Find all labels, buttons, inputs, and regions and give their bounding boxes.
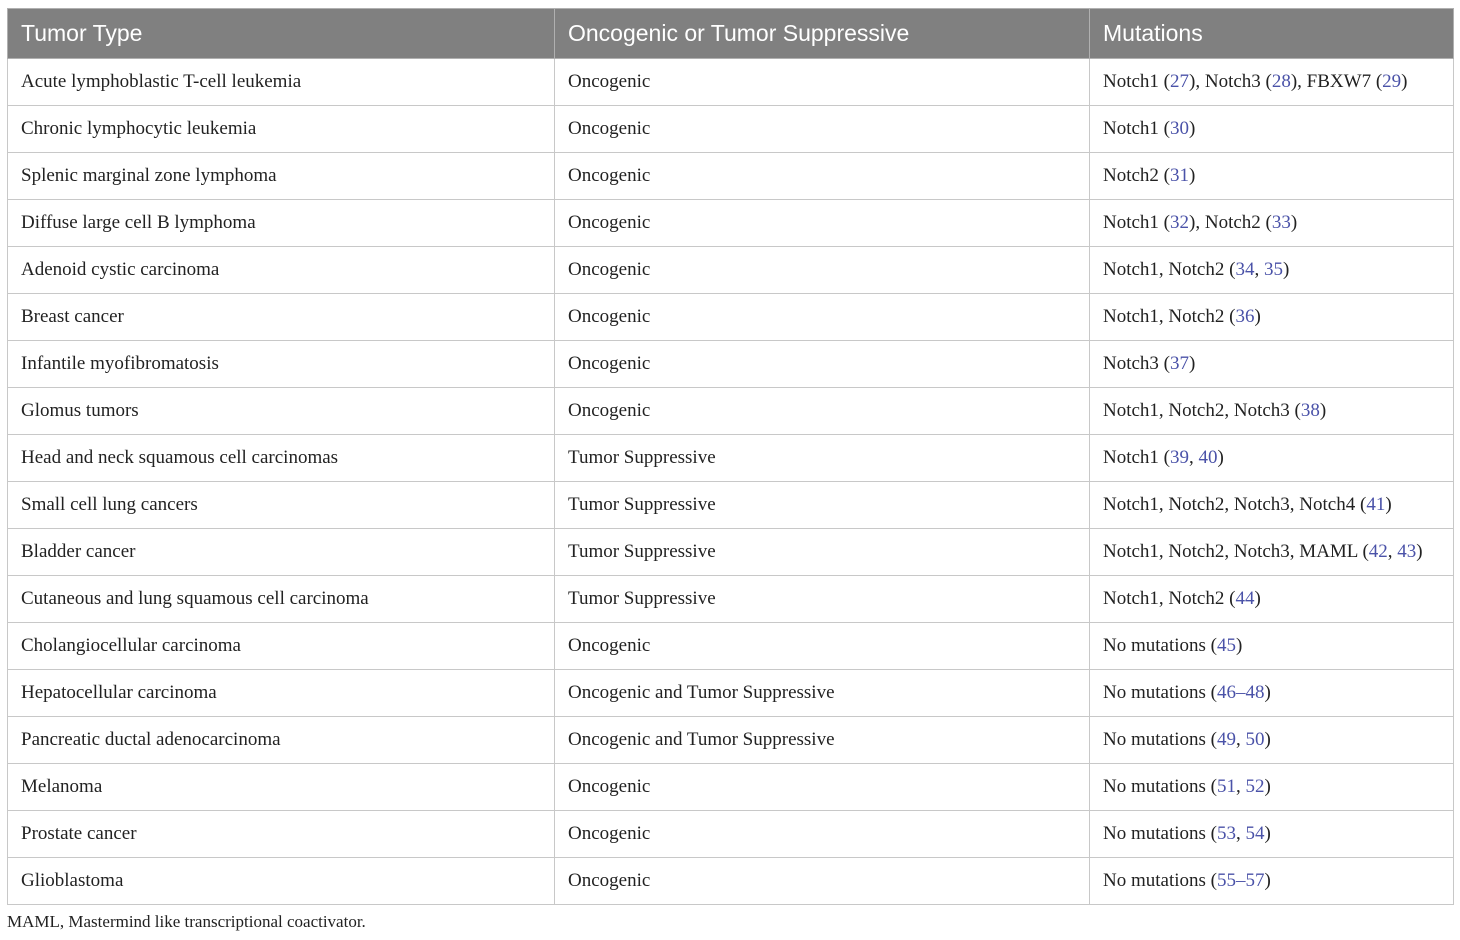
table-row — [8, 59, 1454, 106]
table-row — [8, 153, 1454, 200]
mutation-text: Notch1, Notch2 ( — [1103, 259, 1236, 280]
cell-role: Oncogenic — [555, 764, 1090, 811]
cell-role: Oncogenic — [555, 623, 1090, 670]
mutation-text: ) — [1264, 823, 1271, 844]
cell-role: Oncogenic — [555, 294, 1090, 341]
cell-mutations — [1090, 482, 1454, 529]
reference-link[interactable]: 32 — [1170, 212, 1190, 233]
cell-role: Oncogenic — [555, 341, 1090, 388]
cell-mutations — [1090, 623, 1454, 670]
cell-tumor-type: Head and neck squamous cell carcinomas — [8, 435, 555, 482]
cell-role: Oncogenic — [555, 153, 1090, 200]
cell-role: Tumor Suppressive — [555, 576, 1090, 623]
cell-tumor-type: Chronic lymphocytic leukemia — [8, 106, 555, 153]
reference-link[interactable]: 37 — [1170, 353, 1190, 374]
cell-tumor-type: Melanoma — [8, 764, 555, 811]
mutation-text: ), Notch2 ( — [1189, 212, 1272, 233]
table-container — [7, 8, 1453, 905]
mutation-text: Notch1 ( — [1103, 212, 1171, 233]
table-row — [8, 764, 1454, 811]
cell-tumor-type: Glomus tumors — [8, 388, 555, 435]
mutation-text: Notch2 ( — [1103, 165, 1171, 186]
mutation-text: ) — [1401, 71, 1408, 92]
table-row — [8, 529, 1454, 576]
cell-tumor-type: Breast cancer — [8, 294, 555, 341]
mutation-text: ) — [1217, 447, 1224, 468]
table-row — [8, 811, 1454, 858]
mutation-text: Notch3 ( — [1103, 353, 1171, 374]
cell-mutations — [1090, 529, 1454, 576]
cell-tumor-type: Pancreatic ductal adenocarcinoma — [8, 717, 555, 764]
cell-role: Oncogenic — [555, 388, 1090, 435]
mutation-text: ) — [1282, 259, 1290, 280]
mutation-text: ) — [1264, 729, 1271, 750]
reference-link[interactable]: 46–48 — [1217, 682, 1265, 703]
table-row — [8, 247, 1454, 294]
reference-link[interactable]: 42 — [1368, 541, 1388, 562]
table-row — [8, 670, 1454, 717]
cell-role: Tumor Suppressive — [555, 482, 1090, 529]
mutation-text: , — [1387, 541, 1398, 562]
cell-mutations — [1090, 247, 1454, 294]
cell-tumor-type: Adenoid cystic carcinoma — [8, 247, 555, 294]
mutation-text: Notch1, Notch2, Notch3, MAML ( — [1103, 541, 1369, 562]
mutation-text: ) — [1264, 776, 1271, 797]
header-row — [8, 9, 1454, 59]
reference-link[interactable]: 35 — [1263, 259, 1283, 280]
mutation-text: ) — [1264, 682, 1271, 703]
reference-link[interactable]: 38 — [1300, 400, 1320, 421]
mutation-text: Notch1 ( — [1103, 71, 1171, 92]
cell-tumor-type: Cholangiocellular carcinoma — [8, 623, 555, 670]
table-row — [8, 388, 1454, 435]
cell-role: Tumor Suppressive — [555, 435, 1090, 482]
cell-mutations — [1090, 153, 1454, 200]
cell-mutations — [1090, 106, 1454, 153]
cell-mutations — [1090, 294, 1454, 341]
reference-link[interactable]: 28 — [1271, 71, 1291, 92]
cell-tumor-type: Small cell lung cancers — [8, 482, 555, 529]
mutation-text: ), Notch3 ( — [1189, 71, 1272, 92]
reference-link[interactable]: 41 — [1366, 494, 1386, 515]
table-row — [8, 435, 1454, 482]
mutation-text: No mutations ( — [1103, 635, 1217, 656]
cell-mutations — [1090, 858, 1454, 905]
cell-mutations — [1090, 811, 1454, 858]
cell-mutations — [1090, 764, 1454, 811]
table-row — [8, 106, 1454, 153]
reference-link[interactable]: 36 — [1235, 306, 1255, 327]
cell-tumor-type: Splenic marginal zone lymphoma — [8, 153, 555, 200]
cell-mutations — [1090, 717, 1454, 764]
mutation-text: Notch1, Notch2 ( — [1103, 588, 1236, 609]
mutation-text: Notch1, Notch2, Notch3, Notch4 ( — [1103, 494, 1367, 515]
cell-mutations — [1090, 388, 1454, 435]
cell-role: Oncogenic and Tumor Suppressive — [555, 717, 1090, 764]
reference-link[interactable]: 55–57 — [1217, 870, 1265, 891]
mutation-text: ) — [1290, 212, 1298, 233]
mutation-text: ), FBXW7 ( — [1290, 71, 1383, 92]
cell-mutations — [1090, 59, 1454, 106]
header-oncogenic-or-suppressive: Oncogenic or Tumor Suppressive — [555, 9, 1090, 59]
reference-link[interactable]: 45 — [1217, 635, 1236, 656]
cell-tumor-type: Acute lymphoblastic T-cell leukemia — [8, 59, 555, 106]
cell-role: Oncogenic — [555, 106, 1090, 153]
reference-link[interactable]: 39 — [1170, 447, 1190, 468]
cell-role: Oncogenic — [555, 59, 1090, 106]
mutation-text: ) — [1385, 494, 1392, 515]
mutation-text: No mutations ( — [1103, 729, 1217, 750]
table-row — [8, 482, 1454, 529]
cell-tumor-type: Glioblastoma — [8, 858, 555, 905]
mutation-text: ) — [1189, 118, 1196, 139]
cell-tumor-type: Infantile myofibromatosis — [8, 341, 555, 388]
reference-link[interactable]: 53 — [1217, 823, 1236, 844]
table-row — [8, 200, 1454, 247]
reference-link[interactable]: 29 — [1382, 71, 1402, 92]
table-header — [8, 9, 1454, 59]
mutation-text: , — [1254, 259, 1264, 280]
reference-link[interactable]: 33 — [1271, 212, 1291, 233]
cell-tumor-type: Hepatocellular carcinoma — [8, 670, 555, 717]
mutation-text: , — [1236, 729, 1246, 750]
mutation-text: ) — [1319, 400, 1327, 421]
header-tumor-type: Tumor Type — [8, 9, 555, 59]
cell-role: Oncogenic — [555, 858, 1090, 905]
mutation-text: , — [1236, 776, 1246, 797]
table-body — [8, 59, 1454, 905]
reference-link[interactable]: 27 — [1170, 71, 1190, 92]
mutation-text: ) — [1236, 635, 1243, 656]
reference-link[interactable]: 43 — [1397, 541, 1417, 562]
mutation-text: Notch1, Notch2 ( — [1103, 306, 1236, 327]
header-mutations: Mutations — [1090, 9, 1454, 59]
table-row — [8, 341, 1454, 388]
cell-role: Tumor Suppressive — [555, 529, 1090, 576]
mutation-text: , — [1236, 823, 1246, 844]
cell-role: Oncogenic and Tumor Suppressive — [555, 670, 1090, 717]
reference-link[interactable]: 30 — [1170, 118, 1190, 139]
mutation-text: No mutations ( — [1103, 870, 1217, 891]
reference-link[interactable]: 52 — [1245, 776, 1265, 797]
cell-mutations — [1090, 435, 1454, 482]
mutation-text: ) — [1254, 306, 1261, 327]
cell-mutations — [1090, 576, 1454, 623]
cell-role: Oncogenic — [555, 200, 1090, 247]
notch-mutations-table — [7, 8, 1454, 905]
cell-tumor-type: Prostate cancer — [8, 811, 555, 858]
mutation-text: ) — [1416, 541, 1423, 562]
mutation-text: No mutations ( — [1103, 823, 1217, 844]
reference-link[interactable]: 54 — [1245, 823, 1265, 844]
mutation-text: No mutations ( — [1103, 682, 1217, 703]
cell-role: Oncogenic — [555, 811, 1090, 858]
reference-link[interactable]: 49 — [1217, 729, 1236, 750]
reference-link[interactable]: 34 — [1235, 259, 1255, 280]
reference-link[interactable]: 50 — [1245, 729, 1265, 750]
mutation-text: ) — [1254, 588, 1261, 609]
mutation-text: Notch1 ( — [1103, 447, 1171, 468]
cell-tumor-type: Cutaneous and lung squamous cell carcinoma — [8, 576, 555, 623]
mutation-text: ) — [1264, 870, 1271, 891]
cell-mutations — [1090, 341, 1454, 388]
cell-tumor-type: Diffuse large cell B lymphoma — [8, 200, 555, 247]
mutation-text: Notch1, Notch2, Notch3 ( — [1103, 400, 1301, 421]
reference-link[interactable]: 31 — [1170, 165, 1190, 186]
table-row — [8, 576, 1454, 623]
table-row — [8, 623, 1454, 670]
table-row — [8, 294, 1454, 341]
cell-mutations — [1090, 200, 1454, 247]
mutation-text: No mutations ( — [1103, 776, 1217, 797]
cell-role: Oncogenic — [555, 247, 1090, 294]
table-row — [8, 717, 1454, 764]
mutation-text: ) — [1189, 353, 1196, 374]
cell-tumor-type: Bladder cancer — [8, 529, 555, 576]
reference-link[interactable]: 51 — [1217, 776, 1236, 797]
table-footnote: MAML, Mastermind like transcriptional coactivator. — [7, 912, 366, 931]
mutation-text: , — [1189, 447, 1199, 468]
table-row — [8, 858, 1454, 905]
mutation-text: ) — [1189, 165, 1196, 186]
cell-mutations — [1090, 670, 1454, 717]
reference-link[interactable]: 44 — [1235, 588, 1255, 609]
mutation-text: Notch1 ( — [1103, 118, 1171, 139]
reference-link[interactable]: 40 — [1198, 447, 1218, 468]
